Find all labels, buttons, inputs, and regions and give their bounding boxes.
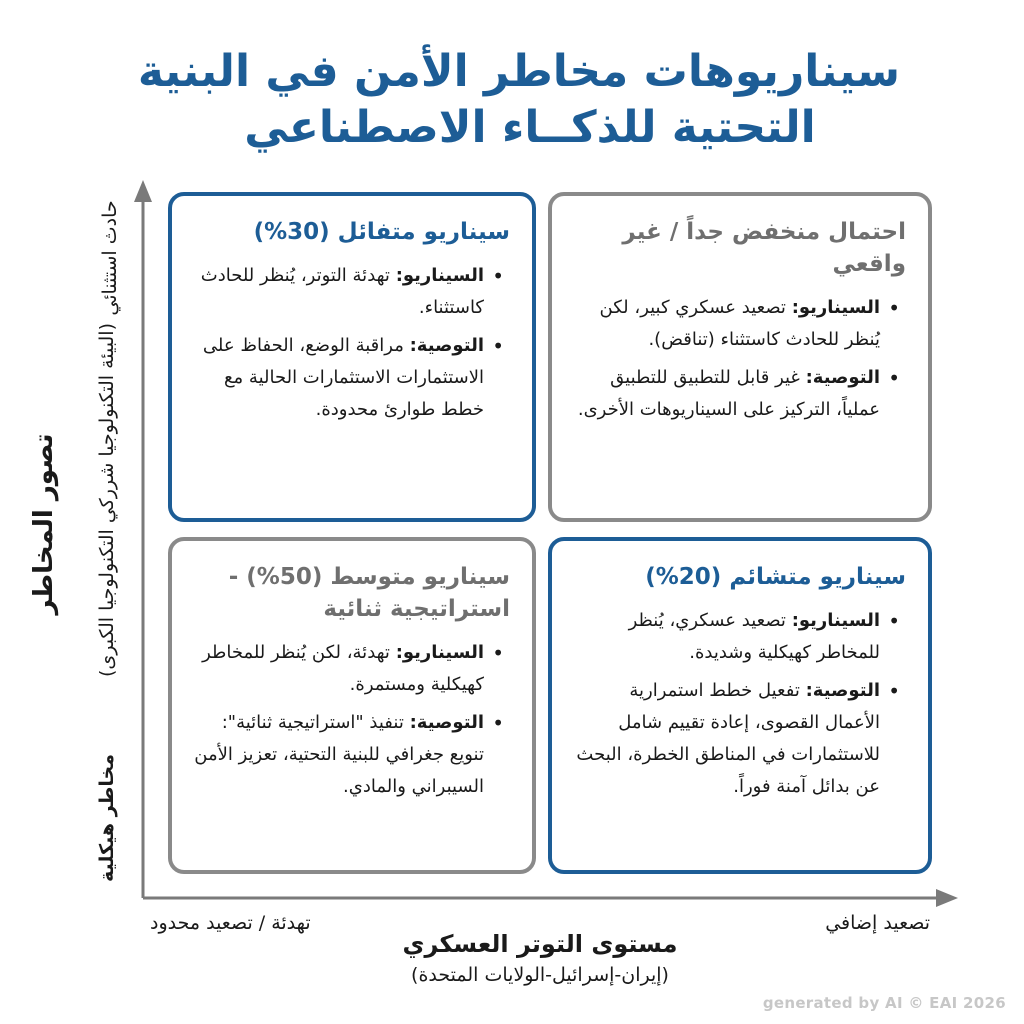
quadrant-unrealistic [548, 192, 932, 522]
scenario-bullet [574, 605, 880, 669]
quadrant-optimistic [168, 192, 536, 522]
scenario-bullet [194, 260, 484, 324]
scenario-label: السيناريو: [791, 297, 880, 318]
quadrant-heading: احتمال منخفض جداً / غير واقعي [622, 219, 906, 277]
x-axis-title: مستوى التوتر العسكري [402, 930, 678, 958]
page-title [137, 44, 900, 156]
title-line-1: سيناريوهات مخاطر الأمن في البنية [137, 46, 900, 97]
y-axis-title: تصور المخاطر [29, 433, 59, 615]
recommendation-text: تنفيذ "استراتيجية ثنائية": تنويع جغرافي للبنية التحتية، تعزيز الأمن السيبراني والمادي. [194, 712, 484, 797]
y-axis-high-label: حادث استثنائي [99, 200, 121, 316]
recommendation-text: تفعيل خطط استمرارية الأعمال القصوى، إعادة تقييم شامل للاستثمارات في المناطق الخطرة، البحث عن بدائل آمنة فوراً. [576, 680, 880, 797]
title-line-2: التحتية للذكــاء الاصطناعي [244, 102, 816, 153]
recommendation-text: مراقبة الوضع، الحفاظ على الاستثمارات الاستثمارات الحالية مع خطط طوارئ محدودة. [202, 335, 484, 420]
recommendation-label: التوصية: [409, 712, 484, 733]
recommendation-bullet [194, 707, 484, 803]
scenario-bullet [574, 292, 880, 356]
recommendation-text: غير قابل للتطبيق للتطبيق عملياً، التركيز على السيناريوهات الأخرى. [577, 367, 880, 420]
scenario-text: تصعيد عسكري، يُنظر للمخاطر كهيكلية وشديدة. [628, 610, 880, 663]
bullet-list [194, 637, 510, 803]
watermark-credit: generated by AI © EAI 2026 [762, 994, 1006, 1012]
bullet-list [574, 292, 906, 426]
y-axis-arrowhead [134, 180, 152, 202]
x-axis-high-label: تصعيد إضافي [825, 912, 930, 934]
scenario-text: تهدئة التوتر، يُنظر للحادث كاستثناء. [200, 265, 484, 318]
y-axis-subtitle: (البيئة التكنولوجيا شرركي التكنولوجيا الكبرى) [96, 323, 118, 677]
recommendation-bullet [194, 330, 484, 426]
x-axis-low-label: تهدئة / تصعيد محدود [150, 912, 311, 934]
bullet-list [574, 605, 906, 803]
x-axis-arrowhead [936, 889, 958, 907]
scenario-label: السيناريو: [395, 265, 484, 286]
recommendation-bullet [574, 362, 880, 426]
bullet-list [194, 260, 510, 426]
y-axis-low-label: مخاطر هيكلية [96, 754, 118, 882]
recommendation-label: التوصية: [805, 367, 880, 388]
x-axis-subtitle: (إيران-إسرائيل-الولايات المتحدة) [411, 964, 669, 986]
quadrant-moderate [168, 537, 536, 874]
recommendation-label: التوصية: [409, 335, 484, 356]
scenario-label: السيناريو: [791, 610, 880, 631]
scenario-text: تهدئة، لكن يُنظر للمخاطر كهيكلية ومستمرة. [202, 642, 484, 695]
quadrant-heading: سيناريو متوسط (50%) - استراتيجية ثنائية [228, 564, 510, 622]
quadrant-pessimistic [548, 537, 932, 874]
quadrant-heading: سيناريو متفائل (30%) [253, 219, 510, 245]
quadrant-heading: سيناريو متشائم (20%) [645, 564, 906, 590]
recommendation-bullet [574, 675, 880, 803]
scenario-bullet [194, 637, 484, 701]
scenario-label: السيناريو: [395, 642, 484, 663]
recommendation-label: التوصية: [805, 680, 880, 701]
scenario-text: تصعيد عسكري كبير، لكن يُنظر للحادث كاستثناء (تناقض). [599, 297, 880, 350]
